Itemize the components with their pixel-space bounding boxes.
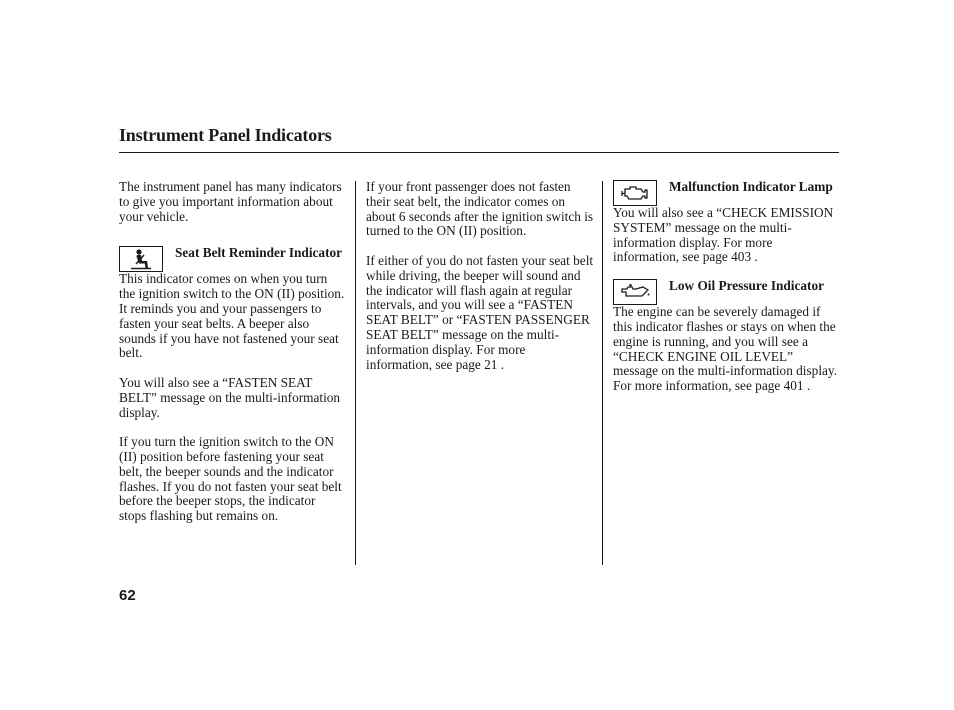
oil-can-icon <box>613 279 657 305</box>
seat-belt-icon <box>119 246 163 272</box>
intro-paragraph: The instrument panel has many indicators to give you important information about your vehicle. <box>119 179 342 224</box>
column-2 <box>366 180 594 372</box>
engine-check-icon <box>613 180 657 206</box>
page-number: 62 <box>119 587 136 604</box>
seat-belt-paragraph-3: If you turn the ignition switch to the ON (II) position before fastening your seat belt, the beeper sounds and the indicator flashes. If you do not fasten your seat belt before the beeper stops, the indicator stops flashing but remains on. <box>119 434 342 524</box>
seat-belt-paragraph-2: You will also see a “FASTEN SEAT BELT” message on the multi-information display. <box>119 374 341 420</box>
seat-belt-heading: Seat Belt Reminder Indicator <box>175 245 343 261</box>
seat-belt-paragraph-1: This indicator comes on when you turn the ignition switch to the ON (II) position. It reminds you and your passengers to fasten your seat belts. A beeper also sounds if you have not fastened your seat belt. <box>119 271 345 361</box>
column-1 <box>119 180 345 524</box>
passenger-paragraph-1: If your front passenger does not fasten their seat belt, the indicator comes on about 6 seconds after the ignition switch is turned to the ON (II) position. <box>366 179 594 239</box>
malfunction-paragraph: You will also see a “CHECK EMISSION SYSTEM” message on the multi-information display. For more information, see page 403 . <box>613 205 834 265</box>
oil-pressure-indicator-header <box>613 279 841 305</box>
passenger-paragraph-2: If either of you do not fasten your seat belt while driving, the beeper will sound and the indicator will flash again at regular intervals, and you will see a “FASTEN SEAT BELT” or “FASTEN PASSENGER SEAT BELT” message on the multi-information display. For more information, see page 21 . <box>366 252 594 372</box>
title-rule <box>119 152 839 153</box>
oil-pressure-heading: Low Oil Pressure Indicator <box>669 278 825 294</box>
oil-pressure-paragraph: The engine can be severely damaged if this indicator flashes or stays on when the engine is running, and you will see a “CHECK ENGINE OIL LEVEL” message on the multi-information display. For more information, see page 401 . <box>613 304 838 394</box>
malfunction-heading: Malfunction Indicator Lamp <box>669 179 833 194</box>
column-divider-left <box>355 181 356 565</box>
seat-belt-indicator-header <box>119 246 345 272</box>
page-title: Instrument Panel Indicators <box>119 125 332 145</box>
column-3 <box>613 180 841 394</box>
column-divider-right <box>602 181 603 565</box>
malfunction-indicator-header <box>613 180 841 206</box>
